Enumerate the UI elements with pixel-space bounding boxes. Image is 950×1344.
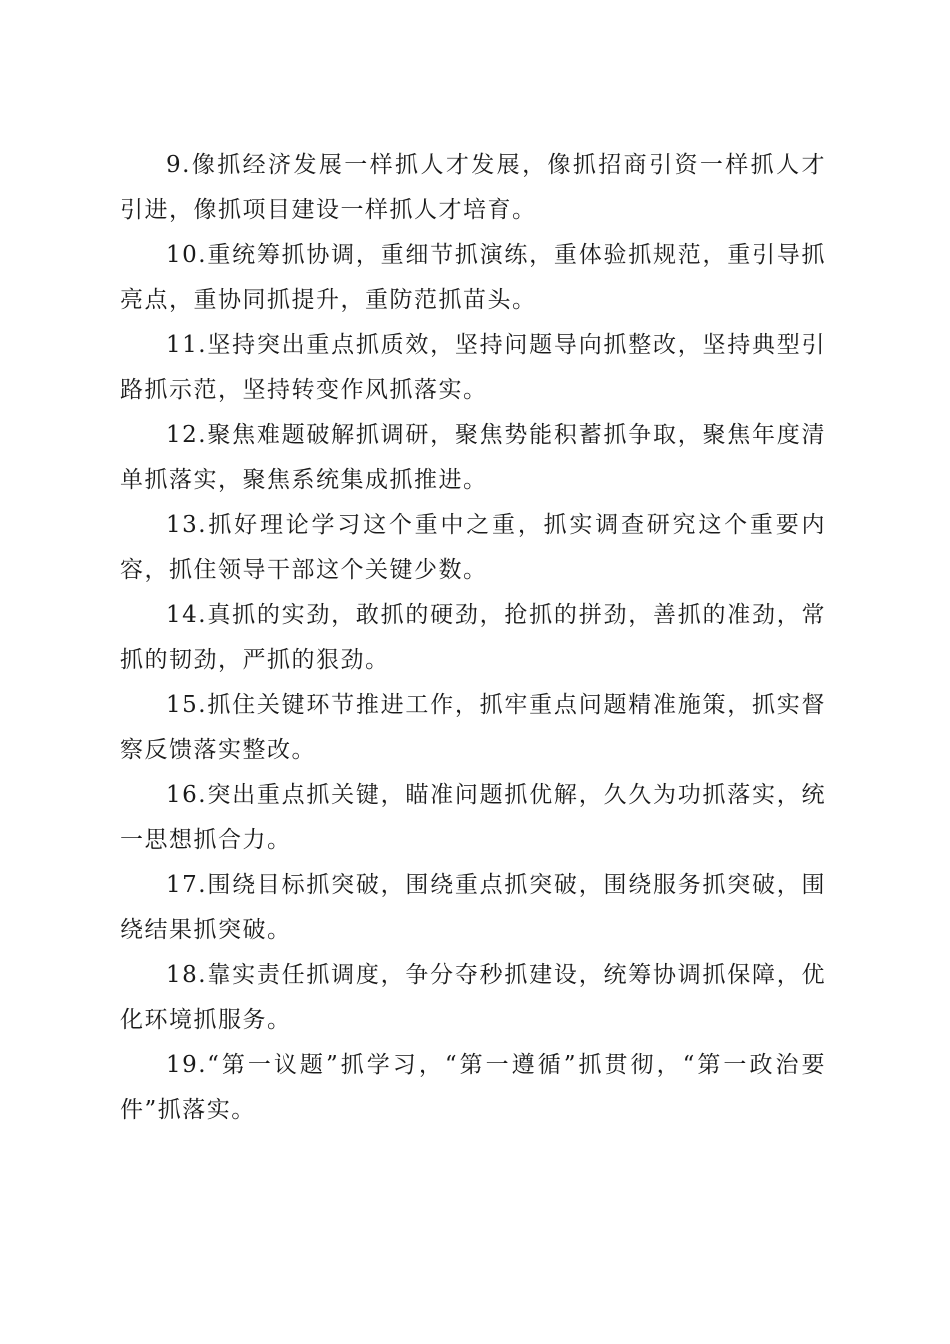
paragraph-item-10: 10.重统筹抓协调，重细节抓演练，重体验抓规范，重引导抓亮点，重协同抓提升，重防范抓苗头。 <box>120 242 826 313</box>
paragraph-item-19: 19.“第一议题”抓学习，“第一遵循”抓贯彻，“第一政治要件”抓落实。 <box>120 1052 826 1123</box>
paragraph-item-12: 12.聚焦难题破解抓调研，聚焦势能积蓄抓争取，聚焦年度清单抓落实，聚焦系统集成抓推进。 <box>120 422 826 493</box>
paragraph-item-16: 16.突出重点抓关键，瞄准问题抓优解，久久为功抓落实，统一思想抓合力。 <box>120 782 826 853</box>
paragraph-item-17: 17.围绕目标抓突破，围绕重点抓突破，围绕服务抓突破，围绕结果抓突破。 <box>120 872 826 943</box>
paragraph-item-11: 11.坚持突出重点抓质效，坚持问题导向抓整改，坚持典型引路抓示范，坚持转变作风抓落实。 <box>120 332 826 403</box>
paragraph-item-15: 15.抓住关键环节推进工作，抓牢重点问题精准施策，抓实督察反馈落实整改。 <box>120 692 826 763</box>
paragraph-item-18: 18.靠实责任抓调度，争分夺秒抓建设，统筹协调抓保障，优化环境抓服务。 <box>120 962 826 1033</box>
paragraph-item-13: 13.抓好理论学习这个重中之重，抓实调查研究这个重要内容，抓住领导干部这个关键少数。 <box>120 512 826 583</box>
document-body <box>120 143 826 1133</box>
paragraph-item-9: 9.像抓经济发展一样抓人才发展，像抓招商引资一样抓人才引进，像抓项目建设一样抓人才培育。 <box>120 152 826 223</box>
paragraph-item-14: 14.真抓的实劲，敢抓的硬劲，抢抓的拼劲，善抓的准劲，常抓的韧劲，严抓的狠劲。 <box>120 602 826 673</box>
